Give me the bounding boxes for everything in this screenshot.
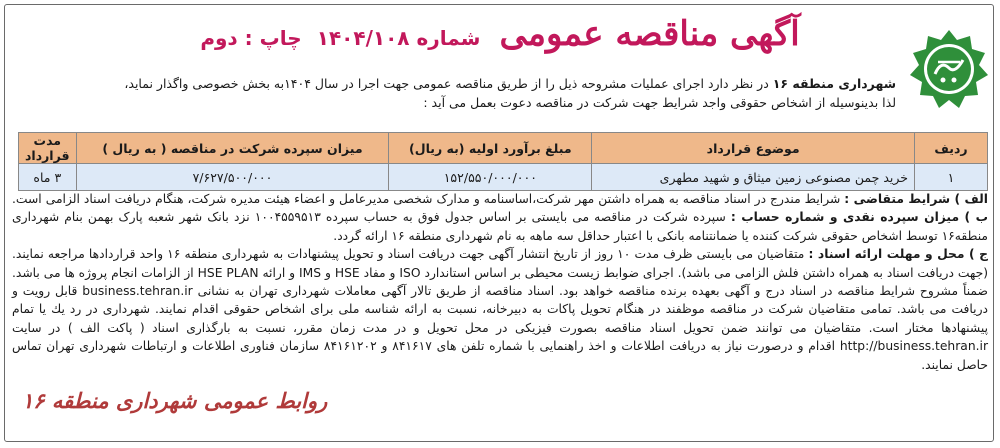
intro-line1: در نظر دارد اجرای عملیات مشروحه ذیل را از طریق مناقصه عمومی جهت اجرا در سال ۱۴۰۴به بخش خصوصی واگذار نماید،: [124, 76, 773, 91]
section-a-text: شرایط مندرج در اسناد مناقصه به همراه داشتن مهر شرکت،اساسنامه و مدارک شخصی مدیرعامل و اعضاء هیئت مدیره شرکت، هنگام دریافت اسناد الزامی است.: [12, 192, 845, 206]
section-a-label: الف ) شرایط متقاضی :: [844, 192, 988, 206]
section-c-text: متقاضیان می بایستی ظرف مدت ۱۰ روز از تاریخ انتشار آگهی جهت دریافت اسناد و تحویل پیشنهادات به شهرداری منطقه ۱۶ واحد قراردادها مراجعه نمایند. (جهت دریافت اسناد به همراه داشتن فلش الزامی می باشد). اجرای ضوابط زیست محیطی بر اساس استاندارد ISO و مفاد HSE و IMS و ارائه HSE PLAN از الزامات انجام پروژه ها می باشد. ضمناً مشروح شرایط مناقصه در اسناد درج و آگهی بعهده برنده مناقصه خواهد بود. اسناد مناقصه از طریق تالار آگهی معاملات شهرداری تهران به نشانی business.tehran.ir قابل رویت و دریافت می باشد. تمامی متقاضیان شرکت در مناقصه موظفند در هنگام تحویل پاکات به دبیرخانه، نسبت به ارائه شناسه ملی برای اشخاص حقوقی اقدام نمایند. شهرداری در رد یك یا تمام پیشنهادها مختار است. متقاضیان می توانند ضمن تحویل اسناد مناقصه بصورت فیزیکی در محل تحویل و در مدت زمان مقرر، نسبت به بارگذاری اسناد ( پاکت الف ) در سایت http://business.tehran.ir اقدام و درصورت نیاز به دریافت اطلاعات و اخذ راهنمایی با شماره تلفن های ۸۴۱۶۱۷ و ۸۴۱۶۱۲۰۲ سازمان فناوری اطلاعات و ارتباطات شهرداری تهران تماس حاصل نمایند.: [12, 247, 989, 372]
header-deposit: میزان سپرده شرکت در مناقصه ( به ریال ): [76, 133, 389, 164]
tender-number: شماره ۱۴۰۴/۱۰۸: [316, 26, 481, 50]
conditions-text: [12, 190, 988, 374]
contract-table: [18, 132, 988, 191]
section-c-label: ج ) محل و مهلت ارائه اسناد :: [808, 247, 988, 262]
header-estimate: مبلغ برآورد اولیه (به ریال): [389, 133, 592, 164]
cell-subject: خرید چمن مصنوعی زمین میثاق و شهید مطهری: [592, 164, 915, 191]
header-duration: مدت قرارداد: [19, 133, 77, 164]
cell-deposit: ۷/۶۲۷/۵۰۰/۰۰۰: [76, 164, 389, 191]
intro-paragraph: [16, 74, 896, 112]
print-edition: چاپ : دوم: [200, 26, 302, 50]
intro-org: شهرداری منطقه ۱۶: [772, 76, 896, 91]
table-row: [19, 164, 988, 191]
section-b-label: ب ) میزان سپرده نقدی و شماره حساب :: [730, 210, 988, 225]
section-a-b: [12, 190, 988, 245]
cell-duration: ۳ ماه: [19, 164, 77, 191]
section-c: [12, 245, 988, 374]
header-row-number: ردیف: [915, 133, 988, 164]
cell-row-number: ۱: [915, 164, 988, 191]
notice-title: [150, 14, 850, 66]
header-subject: موضوع قرارداد: [592, 133, 915, 164]
public-relations-signature: روابط عمومی شهرداری منطقه ۱۶: [22, 388, 328, 413]
title-main: آگهی مناقصه عمومی: [499, 14, 800, 54]
cell-estimate: ۱۵۲/۵۵۰/۰۰۰/۰۰۰: [389, 164, 592, 191]
intro-line2: لذا بدینوسیله از اشخاص حقوقی واجد شرایط جهت شرکت در مناقصه دعوت بعمل می آید :: [423, 95, 896, 110]
table-header-row: [19, 133, 988, 164]
tehran-municipality-logo-icon: [908, 28, 990, 114]
section-b-text: سپرده شرکت در مناقصه می بایستی بر اساس جدول فوق به حساب سپرده ۱۰۰۴۵۵۹۵۱۳ نزد بانک شهر شعبه پارک بهمن بنام شهرداری منطقه۱۶ توسط اشخاص حقوقی شرکت کننده یا ضمانتنامه بانکی با اعتبار حداقل سه ماهه به نام شهرداری منطقه ۱۶ ارائه گردد.: [12, 210, 988, 243]
